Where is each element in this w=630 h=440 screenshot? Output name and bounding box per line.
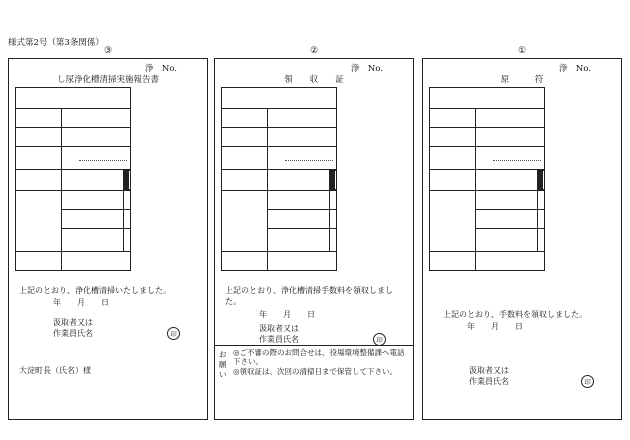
- basis-row-label: [62, 191, 124, 210]
- basis-label: [430, 191, 476, 252]
- payer-header: [16, 88, 131, 109]
- payer-header: [430, 88, 545, 109]
- basis-row-value: [330, 210, 337, 229]
- handler-name-label: 作業員氏名: [259, 335, 299, 344]
- unit-4: [542, 171, 543, 189]
- seal-mark: 印: [373, 333, 386, 346]
- amount-units: [538, 170, 545, 190]
- amount-units: [124, 170, 131, 190]
- basis-row-value: [124, 229, 131, 252]
- notes-label: お願い: [219, 350, 227, 379]
- amount-spacer: [268, 170, 330, 191]
- handler-name-label: 作業員氏名: [53, 329, 93, 338]
- name-field: [62, 147, 131, 170]
- address-value: [476, 109, 545, 128]
- amount-spacer: [62, 170, 124, 191]
- remarks-value: [476, 252, 545, 271]
- doc-number-label: 浄 No.: [350, 64, 383, 74]
- amount-spacer: [476, 170, 538, 191]
- handler-name-label: 作業員氏名: [469, 377, 509, 386]
- name-label: [430, 147, 476, 170]
- remarks-value: [62, 252, 131, 271]
- date-line: 年 月 日: [53, 298, 109, 307]
- name-label: [16, 147, 62, 170]
- basis-row-label: [62, 210, 124, 229]
- basis-row-label: [476, 229, 538, 252]
- form-panel: [8, 58, 208, 420]
- unit-4: [128, 171, 129, 189]
- panel-number: ②: [309, 46, 319, 56]
- confirmation-text: 上記のとおり、浄化槽清掃手数料を領収しました。: [225, 286, 393, 306]
- date-line: 年 月 日: [259, 310, 315, 319]
- confirmation-text: 上記のとおり、浄化槽清掃いたしました。: [19, 286, 171, 295]
- address-label: [16, 109, 62, 128]
- addressee-footer: 大淀町長（氏名）様: [19, 366, 91, 375]
- use-label: [430, 128, 476, 147]
- note-item: ◎ご不審の際のお問合せは、役場環境整備課へ電話下さい。: [233, 348, 405, 366]
- basis-row-value: [330, 229, 337, 252]
- notes-box: [215, 345, 413, 386]
- date-line: 年 月 日: [467, 322, 523, 331]
- remarks-label: [16, 252, 62, 271]
- payer-table: [15, 87, 131, 271]
- basis-row-label: [62, 229, 124, 252]
- basis-row-label: [268, 210, 330, 229]
- panel-title: し尿浄化槽清掃実施報告書: [56, 75, 159, 85]
- name-field: [268, 147, 337, 170]
- note-item: ◎領収証は、次回の清掃日まで保管して下さい。: [233, 367, 398, 376]
- use-value: [476, 128, 545, 147]
- payer-table: [429, 87, 545, 271]
- handler-label: 汲取者又は: [53, 318, 93, 327]
- basis-row-label: [268, 191, 330, 210]
- doc-number-label: 浄 No.: [144, 64, 177, 74]
- basis-row-value: [124, 210, 131, 229]
- basis-row-value: [538, 191, 545, 210]
- amount-label: [222, 170, 268, 191]
- panel-title: 領 収 証: [284, 75, 344, 85]
- confirmation-text: 上記のとおり、手数料を領収しました。: [443, 310, 587, 319]
- basis-row-value: [330, 191, 337, 210]
- remarks-value: [268, 252, 337, 271]
- basis-row-label: [268, 229, 330, 252]
- remarks-label: [430, 252, 476, 271]
- basis-row-value: [538, 229, 545, 252]
- handler-label: 汲取者又は: [469, 366, 509, 375]
- use-label: [222, 128, 268, 147]
- doc-number-label: 浄 No.: [558, 64, 591, 74]
- payer-table: [221, 87, 337, 271]
- amount-label: [16, 170, 62, 191]
- address-value: [268, 109, 337, 128]
- form-title: 様式第2号（第3条関係）: [8, 38, 104, 48]
- use-label: [16, 128, 62, 147]
- basis-row-value: [124, 191, 131, 210]
- name-label: [222, 147, 268, 170]
- basis-label: [16, 191, 62, 252]
- handler-label: 汲取者又は: [259, 324, 299, 333]
- use-value: [268, 128, 337, 147]
- basis-row-value: [538, 210, 545, 229]
- amount-label: [430, 170, 476, 191]
- basis-row-label: [476, 191, 538, 210]
- form-panel: [422, 58, 622, 420]
- form-panel: [214, 58, 414, 420]
- basis-row-label: [476, 210, 538, 229]
- basis-label: [222, 191, 268, 252]
- seal-mark: 印: [581, 375, 594, 388]
- name-field: [476, 147, 545, 170]
- address-label: [430, 109, 476, 128]
- panel-title: 原 符: [500, 75, 544, 85]
- panel-number: ③: [103, 46, 113, 56]
- amount-units: [330, 170, 337, 190]
- seal-mark: 印: [167, 327, 180, 340]
- remarks-label: [222, 252, 268, 271]
- use-value: [62, 128, 131, 147]
- address-value: [62, 109, 131, 128]
- address-label: [222, 109, 268, 128]
- payer-header: [222, 88, 337, 109]
- panel-number: ①: [517, 46, 527, 56]
- unit-4: [334, 171, 335, 189]
